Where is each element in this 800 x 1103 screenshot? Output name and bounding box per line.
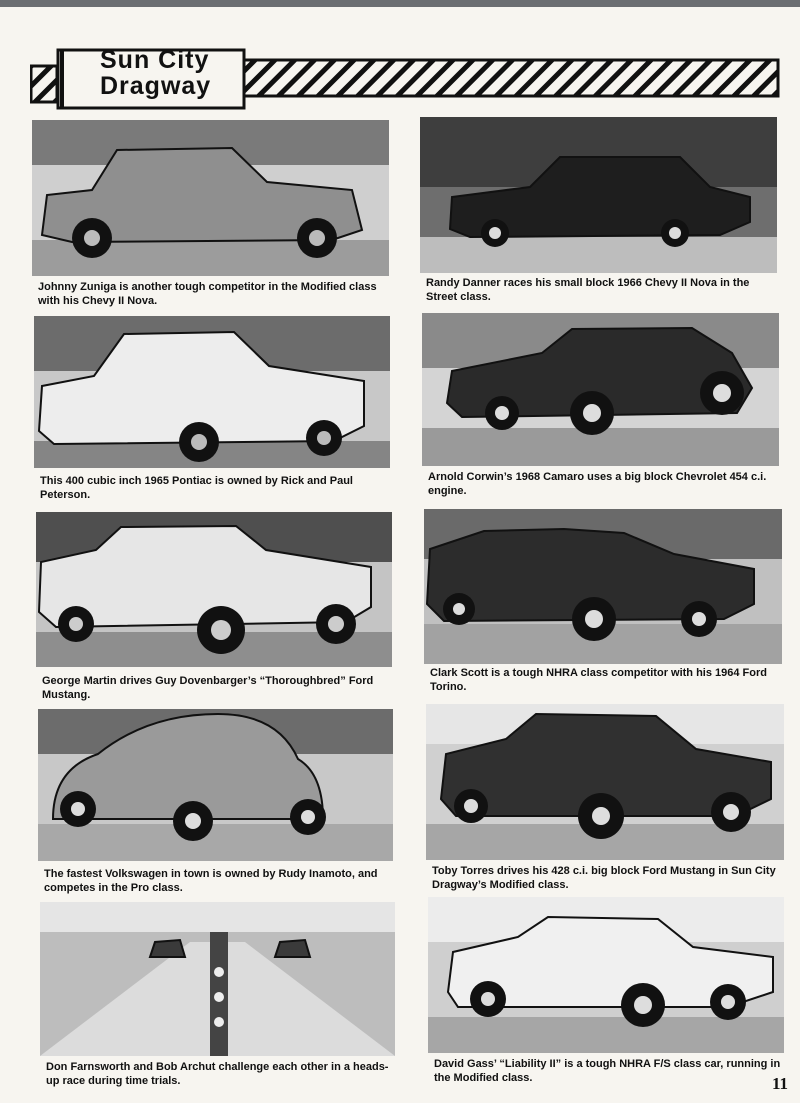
page-number: 11 — [771, 1074, 788, 1093]
photo-card — [36, 512, 392, 702]
header-title-line2: Dragway — [100, 72, 212, 100]
header-title-line1: Sun City — [100, 46, 210, 74]
race-photo — [36, 512, 392, 667]
photo-caption: Clark Scott is a tough NHRA class competitor with his 1964 Ford Torino. — [430, 667, 767, 693]
page-top-edge — [0, 0, 800, 7]
race-photo — [420, 117, 777, 273]
photo-caption: David Gass’ “Liability II” is a tough NHRA F/S class car, running in the Modified class. — [434, 1058, 781, 1084]
photo-caption: Randy Danner races his small block 1966 Chevy II Nova in the Street class. — [426, 277, 750, 303]
race-photo — [426, 704, 784, 860]
race-photo — [422, 313, 779, 466]
photo-card — [428, 897, 784, 1087]
photo-caption: Toby Torres drives his 428 c.i. big block Ford Mustang in Sun City Dragway’s Modified class. — [432, 865, 776, 891]
photo-caption: The fastest Volkswagen in town is owned by Rudy Inamoto, and competes in the Pro class. — [44, 868, 378, 894]
photo-card — [420, 117, 778, 307]
photo-card — [40, 902, 395, 1092]
photo-caption: Don Farnsworth and Bob Archut challenge each other in a heads-up race during time trials. — [46, 1061, 389, 1087]
photo-caption: Arnold Corwin’s 1968 Camaro uses a big block Chevrolet 454 c.i. engine. — [428, 471, 767, 497]
photo-card — [32, 120, 390, 310]
photo-card — [424, 509, 782, 699]
race-photo — [34, 316, 390, 468]
photo-card — [38, 709, 394, 899]
race-photo — [40, 902, 395, 1056]
photo-card — [34, 316, 392, 506]
race-photo — [428, 897, 784, 1053]
race-photo — [424, 509, 782, 664]
race-photo — [32, 120, 389, 276]
photo-card — [422, 313, 780, 503]
race-photo — [38, 709, 393, 861]
photo-card — [426, 704, 784, 894]
photo-caption: Johnny Zuniga is another tough competitor in the Modified class with his Chevy II Nova. — [38, 281, 377, 307]
photo-caption: This 400 cubic inch 1965 Pontiac is owned by Rick and Paul Peterson. — [40, 475, 353, 501]
section-header — [30, 44, 780, 112]
photo-caption: George Martin drives Guy Dovenbarger’s “Thoroughbred” Ford Mustang. — [42, 675, 374, 701]
